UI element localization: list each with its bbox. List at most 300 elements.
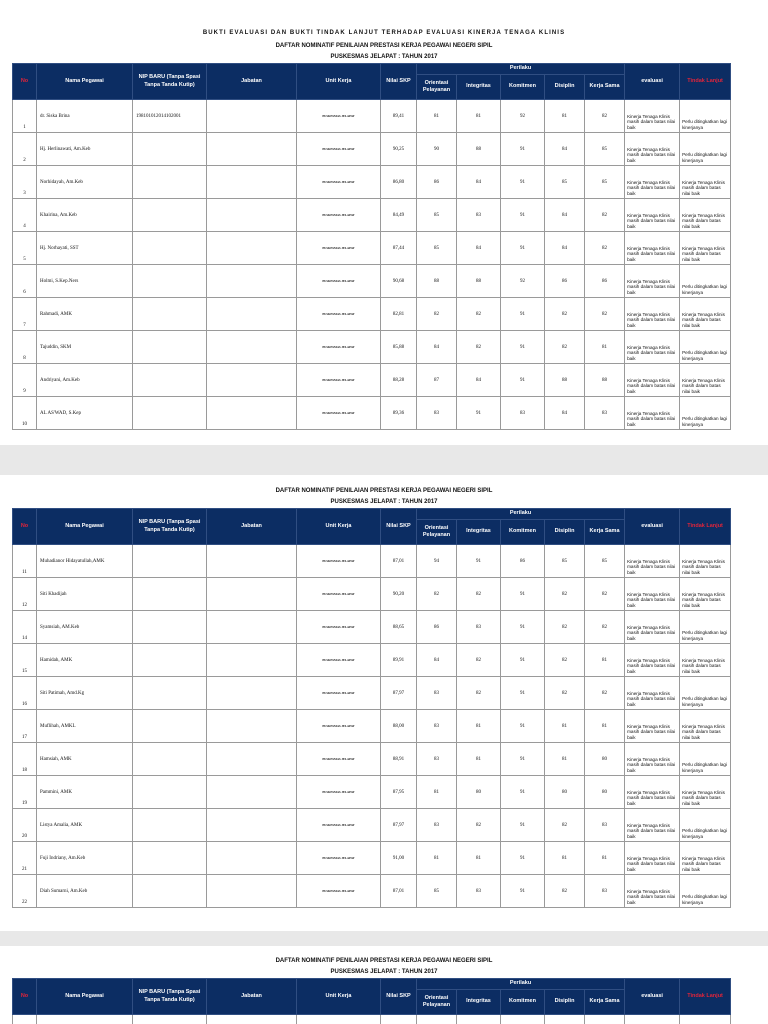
col-no: No <box>13 64 37 100</box>
unit-kerja: PUSKESMAS JELAPAT <box>297 578 381 611</box>
page-1 <box>0 0 768 445</box>
employee-jabatan <box>207 842 297 875</box>
score-komitmen: 91 <box>501 743 545 776</box>
employee-nip <box>133 232 207 265</box>
nilai-skp: 84,49 <box>381 199 417 232</box>
score-disiplin: 81 <box>545 100 585 133</box>
table-row <box>13 298 731 331</box>
employee-jabatan <box>207 199 297 232</box>
employee-nip <box>133 644 207 677</box>
score-orientasi: 82 <box>417 298 457 331</box>
employee-name: Muflihah, AMKL <box>37 710 133 743</box>
score-komitmen: 91 <box>501 611 545 644</box>
score-orientasi: 90 <box>417 133 457 166</box>
nilai-skp: 82,81 <box>381 298 417 331</box>
row-number: 14 <box>13 611 37 644</box>
col-nip: NIP BARU (Tanpa Spasi Tanpa Tanda Kutip) <box>133 509 207 545</box>
score-orientasi: 85 <box>417 875 457 908</box>
score-komitmen: 91 <box>501 298 545 331</box>
score-komitmen: 92 <box>501 265 545 298</box>
col-perilaku: Perilaku <box>417 509 625 520</box>
table-row <box>13 265 731 298</box>
score-komitmen: 91 <box>501 677 545 710</box>
table-row <box>13 809 731 842</box>
tindak-lanjut-text: Kinerja Tenaga Klinis masih dalam batas nilai baik <box>680 644 731 677</box>
tindak-lanjut-text: Perlu ditingkatkan lagi kinerjanya <box>680 100 731 133</box>
evaluasi-text: Kinerja Tenaga Klinis masih dalam batas nilai baik <box>625 743 680 776</box>
document-subtitle-2: PUSKESMAS JELAPAT : TAHUN 2017 <box>330 499 438 505</box>
tindak-lanjut-text: Kinerja Tenaga Klinis masih dalam batas nilai baik <box>680 842 731 875</box>
row-number: 12 <box>13 578 37 611</box>
employee-name: Muhadianor Hidayatullah,AMK <box>37 545 133 578</box>
document-subtitle-2: PUSKESMAS JELAPAT : TAHUN 2017 <box>330 969 438 975</box>
score-disiplin: 85 <box>545 166 585 199</box>
score-kerja-sama: 83 <box>585 397 625 430</box>
col-disiplin: Disiplin <box>545 75 585 100</box>
score-orientasi: 88 <box>417 265 457 298</box>
col-nama: Nama Pegawai <box>37 979 133 1015</box>
evaluasi-text: Kinerja Tenaga Klinis masih dalam batas nilai baik <box>625 545 680 578</box>
col-integritas: Integritas <box>457 990 501 1015</box>
evaluasi-text: Kinerja Tenaga Klinis masih dalam batas nilai baik <box>625 298 680 331</box>
tindak-lanjut-text: Kinerja Tenaga Klinis masih dalam batas nilai baik <box>680 298 731 331</box>
col-orientasi: Orientasi Pelayanan <box>417 75 457 100</box>
score-integritas: 81 <box>457 842 501 875</box>
unit-kerja: PUSKESMAS JELAPAT <box>297 743 381 776</box>
col-tindak-lanjut: Tindak Lanjut <box>680 64 731 100</box>
unit-kerja: PUSKESMAS JELAPAT <box>297 331 381 364</box>
score-komitmen: 86 <box>501 545 545 578</box>
table-row <box>13 842 731 875</box>
score-kerja-sama: 81 <box>585 644 625 677</box>
score-integritas: 82 <box>457 578 501 611</box>
employee-name: AL AS'WAD, S.Kep <box>37 397 133 430</box>
row-number: 9 <box>13 364 37 397</box>
score-komitmen: 91 <box>501 776 545 809</box>
score-orientasi: 86 <box>417 611 457 644</box>
nilai-skp: 90,68 <box>381 265 417 298</box>
row-number: 7 <box>13 298 37 331</box>
unit-kerja: PUSKESMAS JELAPAT <box>297 364 381 397</box>
table-row <box>13 875 731 908</box>
evaluasi-text: Kinerja Tenaga Klinis masih dalam batas nilai baik <box>625 611 680 644</box>
employee-nip <box>133 331 207 364</box>
employee-jabatan <box>207 809 297 842</box>
tindak-lanjut-text: Perlu ditingkatkan lagi kinerjanya <box>680 611 731 644</box>
employee-nip <box>133 298 207 331</box>
score-kerja-sama: 82 <box>585 100 625 133</box>
score-kerja-sama <box>585 1015 625 1024</box>
nilai-skp: 87,01 <box>381 545 417 578</box>
nilai-skp: 89,41 <box>381 100 417 133</box>
score-orientasi: 85 <box>417 199 457 232</box>
score-integritas: 81 <box>457 100 501 133</box>
employee-name: Hj. Norhayati, SST <box>37 232 133 265</box>
employee-nip <box>133 397 207 430</box>
nilai-skp <box>381 1015 417 1024</box>
score-kerja-sama: 82 <box>585 199 625 232</box>
row-number: 3 <box>13 166 37 199</box>
table-row <box>13 578 731 611</box>
employee-name <box>37 1015 133 1024</box>
evaluasi-text: Kinerja Tenaga Klinis masih dalam batas nilai baik <box>625 166 680 199</box>
employee-nip <box>133 743 207 776</box>
nilai-skp: 90,25 <box>381 133 417 166</box>
table-row <box>13 710 731 743</box>
score-kerja-sama: 83 <box>585 809 625 842</box>
score-komitmen: 91 <box>501 331 545 364</box>
table-row <box>13 677 731 710</box>
score-integritas: 91 <box>457 397 501 430</box>
evaluasi-text: Kinerja Tenaga Klinis masih dalam batas nilai baik <box>625 677 680 710</box>
unit-kerja: PUSKESMAS JELAPAT <box>297 397 381 430</box>
score-integritas: 91 <box>457 545 501 578</box>
score-disiplin: 82 <box>545 875 585 908</box>
nilai-skp: 90,20 <box>381 578 417 611</box>
score-komitmen: 91 <box>501 133 545 166</box>
employee-nip <box>133 133 207 166</box>
nilai-skp: 87,95 <box>381 776 417 809</box>
employee-nip <box>133 776 207 809</box>
col-evaluasi: evaluasi <box>625 509 680 545</box>
score-komitmen: 92 <box>501 100 545 133</box>
unit-kerja: PUSKESMAS JELAPAT <box>297 776 381 809</box>
unit-kerja: PUSKESMAS JELAPAT <box>297 611 381 644</box>
unit-kerja <box>297 1015 381 1024</box>
score-kerja-sama: 85 <box>585 133 625 166</box>
tindak-lanjut-text: Kinerja Tenaga Klinis masih dalam batas nilai baik <box>680 199 731 232</box>
page-2 <box>0 475 768 931</box>
employee-name: Tajuddin, SKM <box>37 331 133 364</box>
employee-nip <box>133 199 207 232</box>
score-komitmen: 91 <box>501 842 545 875</box>
score-komitmen: 91 <box>501 710 545 743</box>
score-kerja-sama: 82 <box>585 578 625 611</box>
table-row <box>13 364 731 397</box>
table-row <box>13 397 731 430</box>
evaluasi-text: Kinerja Tenaga Klinis masih dalam batas nilai baik <box>625 232 680 265</box>
employee-jabatan <box>207 578 297 611</box>
score-orientasi: 82 <box>417 578 457 611</box>
col-jabatan: Jabatan <box>207 979 297 1015</box>
evaluasi-text: Kinerja Tenaga Klinis masih dalam batas nilai baik <box>625 644 680 677</box>
unit-kerja: PUSKESMAS JELAPAT <box>297 677 381 710</box>
employee-name: Listya Amalia, AMK <box>37 809 133 842</box>
score-kerja-sama: 80 <box>585 776 625 809</box>
nominatif-table <box>12 508 731 908</box>
col-nama: Nama Pegawai <box>37 509 133 545</box>
unit-kerja: PUSKESMAS JELAPAT <box>297 545 381 578</box>
score-integritas: 84 <box>457 232 501 265</box>
table-row <box>13 166 731 199</box>
employee-name: Hamidah, AMK <box>37 644 133 677</box>
unit-kerja: PUSKESMAS JELAPAT <box>297 166 381 199</box>
nilai-skp: 87,97 <box>381 677 417 710</box>
score-disiplin: 82 <box>545 677 585 710</box>
employee-jabatan <box>207 232 297 265</box>
score-disiplin: 81 <box>545 743 585 776</box>
row-number: 17 <box>13 710 37 743</box>
employee-jabatan <box>207 331 297 364</box>
employee-jabatan <box>207 776 297 809</box>
employee-nip <box>133 1015 207 1024</box>
score-orientasi: 83 <box>417 743 457 776</box>
nilai-skp: 85,88 <box>381 331 417 364</box>
col-kerja-sama: Kerja Sama <box>585 75 625 100</box>
col-no: No <box>13 979 37 1015</box>
employee-name: Siti Patimah, Amd.Kg <box>37 677 133 710</box>
score-kerja-sama: 83 <box>585 875 625 908</box>
score-integritas: 84 <box>457 364 501 397</box>
table-row <box>13 331 731 364</box>
employee-name: Khairina, Am.Keb <box>37 199 133 232</box>
score-disiplin: 82 <box>545 298 585 331</box>
evaluasi-text: Kinerja Tenaga Klinis masih dalam batas nilai baik <box>625 710 680 743</box>
tindak-lanjut-text: Perlu ditingkatkan lagi kinerjanya <box>680 809 731 842</box>
score-komitmen: 91 <box>501 364 545 397</box>
employee-name: Hamsiah, AMK <box>37 743 133 776</box>
col-komitmen: Komitmen <box>501 990 545 1015</box>
score-orientasi: 83 <box>417 710 457 743</box>
score-orientasi: 81 <box>417 776 457 809</box>
row-number: 2 <box>13 133 37 166</box>
employee-nip <box>133 578 207 611</box>
col-unit: Unit Kerja <box>297 509 381 545</box>
col-disiplin: Disiplin <box>545 520 585 545</box>
employee-name: Diah Sumarni, Am.Keb <box>37 875 133 908</box>
row-number: 16 <box>13 677 37 710</box>
unit-kerja: PUSKESMAS JELAPAT <box>297 133 381 166</box>
unit-kerja: PUSKESMAS JELAPAT <box>297 298 381 331</box>
table-row <box>13 776 731 809</box>
nilai-skp: 88,28 <box>381 364 417 397</box>
col-evaluasi: evaluasi <box>625 979 680 1015</box>
unit-kerja: PUSKESMAS JELAPAT <box>297 842 381 875</box>
employee-name: Norhidayah, Am.Keb <box>37 166 133 199</box>
nilai-skp: 87,97 <box>381 809 417 842</box>
col-unit: Unit Kerja <box>297 64 381 100</box>
tindak-lanjut-text: Perlu ditingkatkan lagi kinerjanya <box>680 133 731 166</box>
nominatif-table <box>12 63 731 430</box>
score-kerja-sama: 82 <box>585 232 625 265</box>
employee-name: Siti Khadijah <box>37 578 133 611</box>
employee-jabatan <box>207 133 297 166</box>
table-row <box>13 545 731 578</box>
col-jabatan: Jabatan <box>207 509 297 545</box>
col-komitmen: Komitmen <box>501 75 545 100</box>
employee-name: dr. Siska Brina <box>37 100 133 133</box>
score-integritas: 82 <box>457 809 501 842</box>
score-komitmen <box>501 1015 545 1024</box>
score-integritas: 88 <box>457 265 501 298</box>
score-komitmen: 91 <box>501 809 545 842</box>
table-row <box>13 232 731 265</box>
col-orientasi: Orientasi Pelayanan <box>417 520 457 545</box>
score-kerja-sama: 81 <box>585 331 625 364</box>
employee-name: Pammini, AMK <box>37 776 133 809</box>
unit-kerja: PUSKESMAS JELAPAT <box>297 809 381 842</box>
document-subtitle-2: PUSKESMAS JELAPAT : TAHUN 2017 <box>330 54 438 60</box>
employee-jabatan <box>207 710 297 743</box>
tindak-lanjut-text: Perlu ditingkatkan lagi kinerjanya <box>680 677 731 710</box>
score-disiplin: 82 <box>545 809 585 842</box>
nilai-skp: 88,65 <box>381 611 417 644</box>
employee-nip <box>133 710 207 743</box>
tindak-lanjut-text: Perlu ditingkatkan lagi kinerjanya <box>680 265 731 298</box>
evaluasi-text: Kinerja Tenaga Klinis masih dalam batas nilai baik <box>625 133 680 166</box>
evaluasi-text: Kinerja Tenaga Klinis masih dalam batas nilai baik <box>625 397 680 430</box>
score-integritas: 82 <box>457 677 501 710</box>
score-disiplin: 82 <box>545 611 585 644</box>
document-subtitle: DAFTAR NOMINATIF PENILAIAN PRESTASI KERJA PEGAWAI NEGERI SIPIL <box>275 43 493 49</box>
employee-name: Fuji Indriany, Am.Keb <box>37 842 133 875</box>
tindak-lanjut-text: Kinerja Tenaga Klinis masih dalam batas nilai baik <box>680 166 731 199</box>
evaluasi-text: Kinerja Tenaga Klinis masih dalam batas nilai baik <box>625 265 680 298</box>
score-komitmen: 91 <box>501 166 545 199</box>
unit-kerja: PUSKESMAS JELAPAT <box>297 644 381 677</box>
col-tindak-lanjut: Tindak Lanjut <box>680 509 731 545</box>
table-row <box>13 100 731 133</box>
tindak-lanjut-text: Kinerja Tenaga Klinis masih dalam batas nilai baik <box>680 710 731 743</box>
table-row <box>13 199 731 232</box>
table-header <box>13 509 731 545</box>
score-orientasi: 83 <box>417 809 457 842</box>
table-body <box>13 545 731 908</box>
col-nip: NIP BARU (Tanpa Spasi Tanpa Tanda Kutip) <box>133 979 207 1015</box>
score-kerja-sama: 82 <box>585 298 625 331</box>
nilai-skp: 89,91 <box>381 644 417 677</box>
score-komitmen: 91 <box>501 232 545 265</box>
unit-kerja: PUSKESMAS JELAPAT <box>297 232 381 265</box>
score-integritas: 83 <box>457 875 501 908</box>
employee-jabatan <box>207 265 297 298</box>
score-disiplin: 84 <box>545 397 585 430</box>
employee-nip <box>133 166 207 199</box>
tindak-lanjut-text: Kinerja Tenaga Klinis masih dalam batas nilai baik <box>680 364 731 397</box>
score-kerja-sama: 85 <box>585 545 625 578</box>
evaluasi-text: Kinerja Tenaga Klinis masih dalam batas nilai baik <box>625 842 680 875</box>
col-kerja-sama: Kerja Sama <box>585 990 625 1015</box>
tindak-lanjut-text <box>680 1015 731 1024</box>
score-disiplin: 84 <box>545 133 585 166</box>
unit-kerja: PUSKESMAS JELAPAT <box>297 875 381 908</box>
table-body <box>13 100 731 430</box>
row-number: 8 <box>13 331 37 364</box>
score-integritas: 82 <box>457 644 501 677</box>
score-integritas: 82 <box>457 331 501 364</box>
score-disiplin: 82 <box>545 644 585 677</box>
score-disiplin: 80 <box>545 776 585 809</box>
score-kerja-sama: 82 <box>585 677 625 710</box>
col-nip: NIP BARU (Tanpa Spasi Tanpa Tanda Kutip) <box>133 64 207 100</box>
employee-jabatan <box>207 545 297 578</box>
col-kerja-sama: Kerja Sama <box>585 520 625 545</box>
employee-nip <box>133 265 207 298</box>
row-number: 18 <box>13 743 37 776</box>
employee-name: Syamsiah, AM.Keb <box>37 611 133 644</box>
nilai-skp: 88,91 <box>381 743 417 776</box>
col-jabatan: Jabatan <box>207 64 297 100</box>
evaluasi-text: Kinerja Tenaga Klinis masih dalam batas nilai baik <box>625 364 680 397</box>
employee-jabatan <box>207 364 297 397</box>
score-integritas <box>457 1015 501 1024</box>
table-header <box>13 64 731 100</box>
table-row <box>13 743 731 776</box>
evaluasi-text <box>625 1015 680 1024</box>
evaluasi-text: Kinerja Tenaga Klinis masih dalam batas nilai baik <box>625 776 680 809</box>
tindak-lanjut-text: Kinerja Tenaga Klinis masih dalam batas nilai baik <box>680 232 731 265</box>
score-komitmen: 91 <box>501 578 545 611</box>
score-disiplin: 81 <box>545 710 585 743</box>
score-kerja-sama: 80 <box>585 743 625 776</box>
score-disiplin: 82 <box>545 578 585 611</box>
col-unit: Unit Kerja <box>297 979 381 1015</box>
col-komitmen: Komitmen <box>501 520 545 545</box>
table-row <box>13 611 731 644</box>
unit-kerja: PUSKESMAS JELAPAT <box>297 710 381 743</box>
col-perilaku: Perilaku <box>417 979 625 990</box>
score-orientasi: 85 <box>417 232 457 265</box>
document-subtitle: DAFTAR NOMINATIF PENILAIAN PRESTASI KERJA PEGAWAI NEGERI SIPIL <box>275 958 493 964</box>
evaluasi-text: Kinerja Tenaga Klinis masih dalam batas nilai baik <box>625 100 680 133</box>
score-orientasi: 81 <box>417 842 457 875</box>
evaluasi-text: Kinerja Tenaga Klinis masih dalam batas nilai baik <box>625 331 680 364</box>
col-nilai-skp: Nilai SKP <box>381 64 417 100</box>
score-disiplin: 84 <box>545 232 585 265</box>
tindak-lanjut-text: Perlu ditingkatkan lagi kinerjanya <box>680 397 731 430</box>
score-kerja-sama: 86 <box>585 265 625 298</box>
employee-jabatan <box>207 397 297 430</box>
employee-nip <box>133 611 207 644</box>
employee-jabatan <box>207 875 297 908</box>
score-integritas: 81 <box>457 710 501 743</box>
col-perilaku: Perilaku <box>417 64 625 75</box>
employee-jabatan <box>207 100 297 133</box>
employee-jabatan <box>207 743 297 776</box>
score-disiplin <box>545 1015 585 1024</box>
col-orientasi: Orientasi Pelayanan <box>417 990 457 1015</box>
unit-kerja: PUSKESMAS JELAPAT <box>297 100 381 133</box>
employee-jabatan <box>207 611 297 644</box>
unit-kerja: PUSKESMAS JELAPAT <box>297 199 381 232</box>
row-number: 5 <box>13 232 37 265</box>
tindak-lanjut-text: Perlu ditingkatkan lagi kinerjanya <box>680 331 731 364</box>
col-integritas: Integritas <box>457 75 501 100</box>
row-number: 4 <box>13 199 37 232</box>
score-komitmen: 83 <box>501 397 545 430</box>
col-nama: Nama Pegawai <box>37 64 133 100</box>
table-row <box>13 1015 731 1024</box>
score-kerja-sama: 82 <box>585 611 625 644</box>
employee-jabatan <box>207 298 297 331</box>
evaluasi-text: Kinerja Tenaga Klinis masih dalam batas nilai baik <box>625 809 680 842</box>
employee-jabatan <box>207 644 297 677</box>
row-number: 19 <box>13 776 37 809</box>
nilai-skp: 86,80 <box>381 166 417 199</box>
score-integritas: 80 <box>457 776 501 809</box>
nilai-skp: 88,00 <box>381 710 417 743</box>
score-integritas: 88 <box>457 133 501 166</box>
score-integritas: 84 <box>457 166 501 199</box>
row-number: 11 <box>13 545 37 578</box>
col-integritas: Integritas <box>457 520 501 545</box>
score-disiplin: 81 <box>545 842 585 875</box>
page-3 <box>0 946 768 1024</box>
score-integritas: 83 <box>457 199 501 232</box>
row-number: 20 <box>13 809 37 842</box>
employee-nip <box>133 364 207 397</box>
score-komitmen: 91 <box>501 644 545 677</box>
